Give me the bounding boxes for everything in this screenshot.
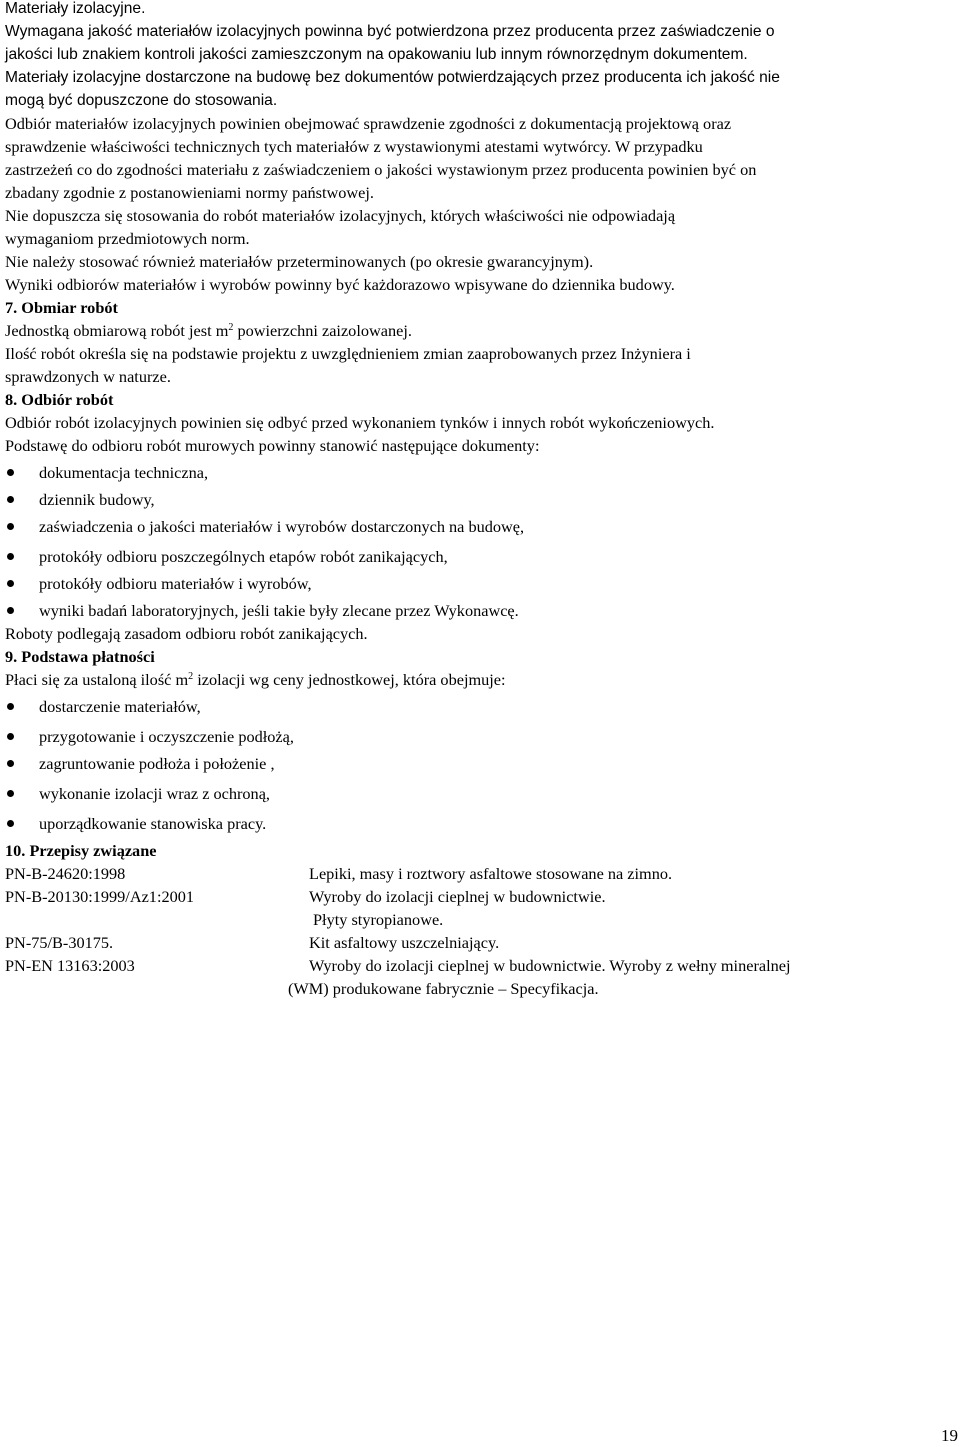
norm-code: PN-B-20130:1999/Az1:2001 (5, 887, 195, 906)
norm-description: Lepiki, masy i roztwory asfaltowe stosowane na zimno. (309, 864, 673, 883)
section-7 (5, 296, 935, 388)
list-item: dziennik budowy, (5, 488, 935, 511)
page-number: 19 (941, 1426, 958, 1445)
list-item: protokóły odbioru poszczególnych etapów robót zanikających, (5, 545, 935, 568)
norm-description: Kit asfaltowy uszczelniający. (309, 933, 500, 952)
results-line: Wyniki odbiorów materiałów i wyrobów powinny być każdorazowo wpisywane do dziennika budowy. (5, 275, 675, 294)
section-9 (5, 645, 935, 835)
norm-description: Wyroby do izolacji cieplnej w budownictwie. Wyroby z wełny mineralnej (309, 956, 791, 975)
text-line: Nie dopuszcza się stosowania do robót materiałów izolacyjnych, których właściwości nie odpowiadają (5, 206, 676, 225)
text-line: jakości lub znakiem kontroli jakości zamieszczonym na opakowaniu lub innym równorzędnym dokumentem. (5, 46, 748, 63)
text-line: Materiały izolacyjne dostarczone na budowę bez dokumentów potwierdzających przez producenta ich jakość nie (5, 69, 780, 86)
norm-row (5, 954, 935, 977)
norm-row (5, 908, 935, 931)
document-page (5, 0, 935, 1000)
norm-row (5, 931, 935, 954)
norm-code (5, 908, 309, 931)
norm-code: PN-B-24620:1998 (5, 864, 126, 883)
text-line: Roboty podlegają zasadom odbioru robót zanikających. (5, 624, 368, 643)
text-line: wymaganiom przedmiotowych norm. (5, 229, 250, 248)
text-line: zbadany zgodnie z postanowieniami normy państwowej. (5, 183, 374, 202)
list-item: zagruntowanie podłoża i położenie , (5, 752, 935, 775)
list-item: zaświadczenia o jakości materiałów i wyrobów dostarczonych na budowę, (5, 515, 935, 538)
not-allowed-paragraph (5, 204, 935, 250)
list-item: wykonanie izolacji wraz z ochroną, (5, 782, 935, 805)
list-item: protokóły odbioru materiałów i wyrobów, (5, 572, 935, 595)
list-item: dostarczenie materiałów, (5, 695, 935, 718)
norm-row (5, 862, 935, 885)
text-line: zastrzeżeń co do zgodności materiału z zaświadczeniem o jakości wystawionym przez producenta powinien być on (5, 160, 757, 179)
section-10-heading (5, 839, 935, 862)
documents-list (5, 461, 935, 622)
text-line: mogą być dopuszczone do stosowania. (5, 92, 278, 109)
measurement-unit-line: Jednostką obmiarową robót jest $m^2$ powierzchni zaizolowanej. (5, 321, 412, 340)
section-title: Przepisy związane (29, 841, 157, 860)
norm-code: PN-EN 13163:2003 (5, 956, 135, 975)
materials-acceptance-paragraph (5, 112, 935, 204)
norms-list (5, 862, 935, 1000)
materials-heading: Materiały izolacyjne. (5, 0, 146, 17)
text-line: Odbiór materiałów izolacyjnych powinien obejmować sprawdzenie zgodności z dokumentacją projektową oraz (5, 114, 732, 133)
list-item: przygotowanie i oczyszczenie podłożą, (5, 725, 935, 748)
section-number: 8. (5, 390, 18, 409)
norm-description: Wyroby do izolacji cieplnej w budownictwie. (309, 887, 606, 906)
text-line: Wymagana jakość materiałów izolacyjnych powinna być potwierdzona przez producenta przez zaświadczenie o (5, 23, 775, 40)
list-item: dokumentacja techniczna, (5, 461, 935, 484)
section-number: 7. (5, 298, 18, 317)
section-10 (5, 839, 935, 1000)
section-number: 9. (5, 647, 18, 666)
section-8-heading (5, 388, 935, 411)
text-line: Odbiór robót izolacyjnych powinien się odbyć przed wykonaniem tynków i innych robót wykończeniowych. (5, 413, 715, 432)
payment-list (5, 695, 935, 835)
payment-intro-line: Płaci się za ustaloną ilość $m^2$ izolacji wg ceny jednostkowej, która obejmuje: (5, 670, 506, 689)
list-item: uporządkowanie stanowiska pracy. (5, 812, 935, 835)
list-item: wyniki badań laboratoryjnych, jeśli takie były zlecane przez Wykonawcę. (5, 599, 935, 622)
section-number: 10. (5, 841, 26, 860)
section-8 (5, 388, 935, 645)
section-7-heading (5, 296, 935, 319)
norm-row (5, 885, 935, 908)
text-line: Ilość robót określa się na podstawie projektu z uwzględnieniem zmian zaaprobowanych przez Inżyniera i (5, 344, 691, 363)
materials-intro (5, 0, 935, 112)
expired-materials-line: Nie należy stosować również materiałów przeterminowanych (po okresie gwarancyjnym). (5, 252, 594, 271)
section-title: Podstawa płatności (21, 647, 155, 666)
norm-description-continued: (WM) produkowane fabrycznie – Specyfikacja. (288, 979, 599, 998)
norm-code: PN-75/B-30175. (5, 933, 114, 952)
section-9-heading (5, 645, 935, 668)
section-title: Odbiór robót (21, 390, 114, 409)
norm-description: Płyty styropianowe. (313, 910, 444, 929)
text-line: sprawdzenie właściwości technicznych tych materiałów z wystawionymi atestami wytwórcy. W przypadku (5, 137, 703, 156)
section-title: Obmiar robót (21, 298, 118, 317)
text-line: Podstawę do odbioru robót murowych powinny stanowić następujące dokumenty: (5, 436, 540, 455)
text-line: sprawdzonych w naturze. (5, 367, 171, 386)
